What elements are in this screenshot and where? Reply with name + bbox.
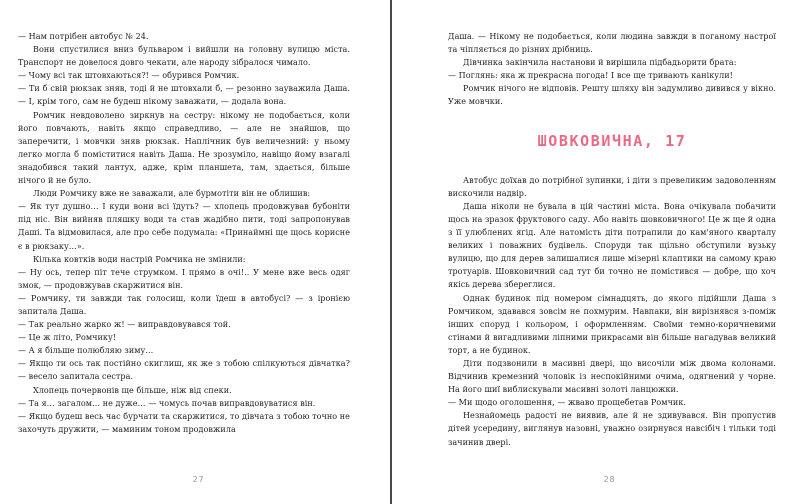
paragraph: Ромчик нічого не відповів. Решту шляху він задумливо дивився у вікно. Уже мовчки.: [448, 84, 776, 107]
paragraph: Ромчик невдоволено зиркнув на сестру: нікому не подобається, коли його повчають, навіть якщо справедливо, — але не знайшов, що заперечити, і мовчки зняв рюкзак. Наплічник був величезний: у ньому легко могла б поміститися навіть Даша. Не зрозуміло, навіщо йому взагалі знадобився такий лантух, адже, крім планшета, там, здається, більше нічого й не було.: [18, 110, 350, 186]
paragraph: — Як тут душно… І куди вони всі їдуть? — хлопець продовжував бубоніти під ніс. Він вийняв пляшку води та став жадібно пити, тоді запропонував Даші. Та відмовилася, але про себе подумала: «Принаймні ще щось корисне є в рюкзаку…».: [18, 202, 350, 251]
paragraph: Хлопець почервонів ще більше, ніж від спеки.: [33, 385, 232, 395]
paragraph: Автобус доїхав до потрібної зупинки, і діти з превеликим задоволенням вискочили надвір.: [448, 175, 776, 198]
paragraph: — Ромчику, ти завжди так голосиш, коли їдеш в автобусі? — з іронією запитала Даша.: [18, 293, 350, 316]
page-right-textblock: [448, 30, 776, 449]
paragraph: — Якщо будеш весь час бурчати та скаржитися, то дівчата з тобою точно не захочуть дружити, — маминим тоном продовжила: [18, 411, 350, 434]
chapter-title: ШОВКОВИЧНА, 17: [537, 131, 687, 150]
paragraph: — Поглянь: яка ж прекрасна погода! І все ще тривають канікули!: [448, 71, 733, 81]
paragraph: Вони спустилися вниз бульваром і вийшли на головну вулицю міста. Транспорт не довелося довго чекати, але народу зібралося чимало.: [18, 45, 350, 68]
paragraph: Кілька ковтків води настрій Ромчика не змінили:: [33, 254, 246, 264]
paragraph: — Та я… загалом… не дуже… — чомусь почав виправдовуватися він.: [18, 398, 316, 408]
page-gutter-divider: [390, 0, 392, 504]
paragraph: Люди Ромчику вже не заважали, але бурмотіти він не облишив:: [33, 189, 311, 199]
paragraph: Даша. — Нікому не подобається, коли людина завжди в поганому настрої та чіпляється до різних дрібниць.: [448, 32, 776, 55]
page-left-textblock: [18, 30, 350, 436]
page-right: [397, 0, 794, 504]
page-number-right: 28: [603, 475, 616, 484]
page-number-left: 27: [192, 475, 205, 484]
paragraph: — Ми щодо оголошення, — жваво прощебетав Ромчик.: [448, 398, 686, 408]
paragraph: Діти подзвонили в масивні двері, що височіли між двома колонами. Відчинив кремезний чоловік із неспокійними очима, одягнений у чорне. На його шиї виблискували масивні золоті ланцюжки.: [448, 358, 776, 395]
paragraph: Однак будинок під номером сімнадцять, до якого підійшли Даша з Ромчиком, здавався зовсім не похмурим. Навпаки, він вирізнявся з-поміж інших споруд і кольором, і оформленням. Своїми темно-коричневими стінами й вигадливими ліпними прикрасами він більше нагадував великий торт, а не будинок.: [448, 293, 776, 355]
paragraph: Дівчинка закінчила настанови й вирішила підбадьорити брата:: [463, 58, 737, 68]
paragraph: — Якщо ти ось так постійно скиглиш, як же з тобою спілкуються дівчатка? — весело запитала сестра.: [18, 359, 350, 382]
paragraph: — А я більше полюбляю зиму…: [18, 346, 154, 356]
paragraph: Незнайомець радості не виявив, але й не здивувався. Він пропустив дітей усередину, виглянув назовні, уважно озирнувся навсібіч і тільки тоді зачинив двері.: [448, 411, 776, 447]
paragraph: — Нам потрібен автобус № 24.: [18, 32, 149, 41]
paragraph: — Чому всі так штовхаються?! — обурився Ромчик.: [18, 71, 240, 81]
paragraph: Даша ніколи не бувала в цій частині міста. Вона очікувала побачити щось на зразок фруктового саду. Або навіть шовковичного! Це ж ще й одна з її улюблених ягід. Але натомість діти потрапили до кам'яного кварталу великих і поважних будівель. Споруди так щільно обступили вузьку вулицю, що для дерев залишалися лише мізерні клаптики на самому краю тротуарів. Шовковичний сад тут би точно не помістився — добре, що хоч якісь дерева збереглися.: [448, 201, 776, 290]
paragraph: — Це ж літо, Ромчику!: [18, 333, 117, 343]
paragraph: — Ну ось, тепер піт тече струмком. І прямо в очі!.. У мене вже весь одяг змок, — продовжував скаржитися він.: [18, 267, 350, 290]
paragraph: — Так реально жарко ж! — виправдовувався той.: [18, 320, 231, 330]
paragraph: — Ти б свій рюкзак зняв, тоді й не штовхали б, — резонно зауважила Даша. — І, крім того, сам не будеш нікому заважати, — додала вона.: [18, 84, 350, 107]
